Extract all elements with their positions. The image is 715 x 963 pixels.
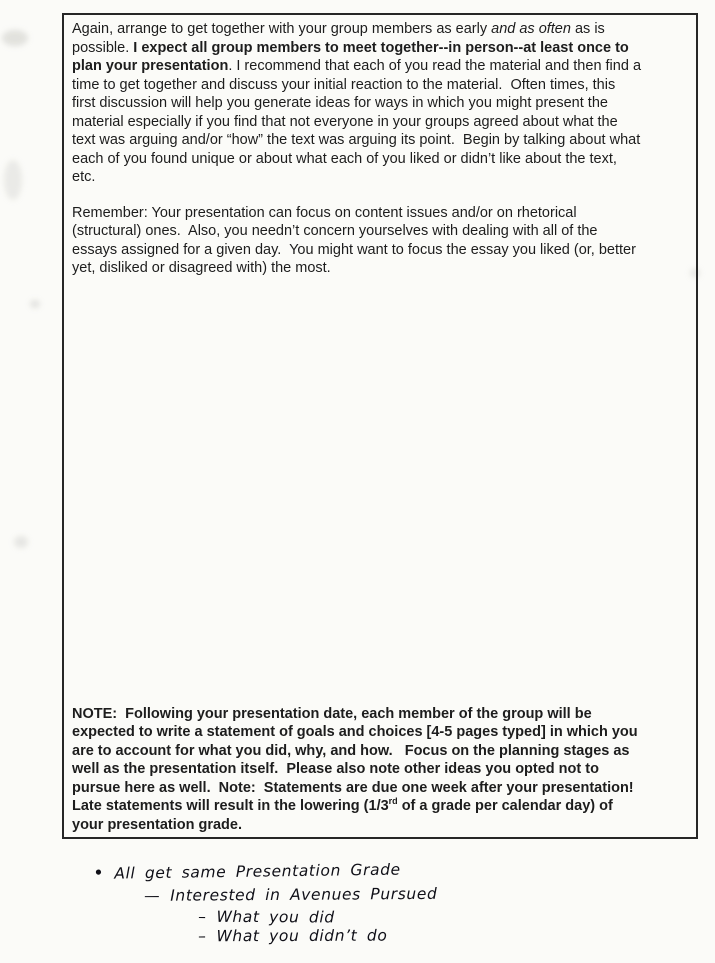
text-line bbox=[72, 222, 688, 241]
text-line bbox=[72, 723, 690, 742]
text-segment: and as often bbox=[491, 21, 571, 37]
text-segment: Again, arrange to get together with your group members as early bbox=[72, 21, 492, 37]
handwritten-text: Interested in Avenues Pursued bbox=[170, 884, 438, 905]
text-line bbox=[72, 816, 690, 835]
text-segment: expected to write a statement of goals and choices [4-5 pages typed] in which you bbox=[72, 724, 638, 740]
handwritten-line bbox=[55, 841, 401, 903]
text-line bbox=[72, 76, 688, 95]
text-segment: . I recommend that each of you read the material and then find a bbox=[228, 58, 642, 74]
text-segment: possible. bbox=[72, 39, 134, 56]
text-line bbox=[72, 150, 688, 169]
text-line bbox=[72, 797, 690, 816]
text-segment: well as the presentation itself. Please also note other ideas you opted not to bbox=[72, 761, 599, 777]
text-segment: etc. bbox=[72, 169, 96, 185]
handwritten-line bbox=[160, 909, 388, 963]
text-segment: Remember: Your presentation can focus on content issues and/or on rhetorical bbox=[72, 204, 577, 221]
bullet-icon: • bbox=[92, 862, 105, 884]
text-segment: are to account for what you did, why, and how. Focus on the planning stages as bbox=[72, 742, 630, 759]
handout-border-box bbox=[62, 13, 698, 839]
handwritten-line bbox=[106, 867, 438, 923]
text-segment: material especially if you find that not everyone in your groups agreed about what the bbox=[72, 113, 618, 130]
text-segment: pursue here as well. Note: Statements are due one week after your presentation! bbox=[72, 779, 634, 796]
text-segment: time to get together and discuss your initial reaction to the material. Often times, this bbox=[72, 76, 616, 93]
text-segment: (structural) ones. Also, you needn’t concern yourselves with dealing with all of the bbox=[72, 223, 598, 239]
handwritten-text: What you did bbox=[216, 907, 335, 927]
text-segment: text was arguing and/or “how” the text was arguing its point. Begin by talking about what bbox=[72, 132, 641, 148]
text-segment: NOTE: Following your presentation date, each member of the group will be bbox=[72, 705, 592, 722]
text-line bbox=[72, 204, 688, 223]
text-segment: each of you found unique or about what each of you liked or didn’t like about the text, bbox=[72, 150, 617, 167]
text-line bbox=[72, 742, 690, 761]
text-segment: your presentation grade. bbox=[72, 816, 243, 833]
text-line bbox=[72, 168, 688, 187]
handwritten-text: What you didn’t do bbox=[216, 926, 388, 946]
text-line bbox=[72, 241, 688, 260]
scan-artifact bbox=[4, 160, 22, 200]
dash-icon: – bbox=[198, 927, 207, 946]
note-paragraph bbox=[72, 705, 690, 835]
remember-paragraph bbox=[72, 204, 688, 278]
text-line bbox=[72, 760, 690, 779]
text-segment: essays assigned for a given day. You might want to focus the essay you liked (or, better bbox=[72, 241, 636, 258]
text-line bbox=[72, 113, 688, 132]
handwritten-line bbox=[160, 890, 335, 945]
text-segment: I expect all group members to meet together--in person--at least once to bbox=[133, 39, 629, 56]
scan-artifact bbox=[2, 30, 28, 46]
text-line bbox=[72, 259, 688, 278]
text-segment: plan your presentation bbox=[72, 58, 229, 74]
text-segment: rd bbox=[388, 796, 398, 807]
text-segment: Late statements will result in the lowering (1/3 bbox=[72, 798, 389, 814]
dash-icon: – bbox=[198, 907, 207, 926]
text-line bbox=[72, 705, 690, 724]
text-line bbox=[72, 39, 688, 58]
text-segment: of a grade per calendar day) of bbox=[397, 798, 613, 814]
dash-icon: — bbox=[144, 886, 161, 905]
text-line bbox=[72, 779, 690, 798]
text-segment: yet, disliked or disagreed with) the most. bbox=[72, 260, 331, 276]
scan-artifact bbox=[30, 300, 40, 308]
scan-artifact bbox=[14, 536, 28, 548]
text-line bbox=[72, 20, 688, 39]
text-segment: first discussion will help you generate ideas for ways in which you might present the bbox=[72, 95, 608, 111]
text-segment: as is bbox=[570, 21, 605, 37]
text-line bbox=[72, 94, 688, 113]
intro-paragraph bbox=[72, 20, 688, 187]
text-line bbox=[72, 57, 688, 76]
text-line bbox=[72, 131, 688, 150]
handwritten-text: All get same Presentation Grade bbox=[114, 860, 401, 883]
